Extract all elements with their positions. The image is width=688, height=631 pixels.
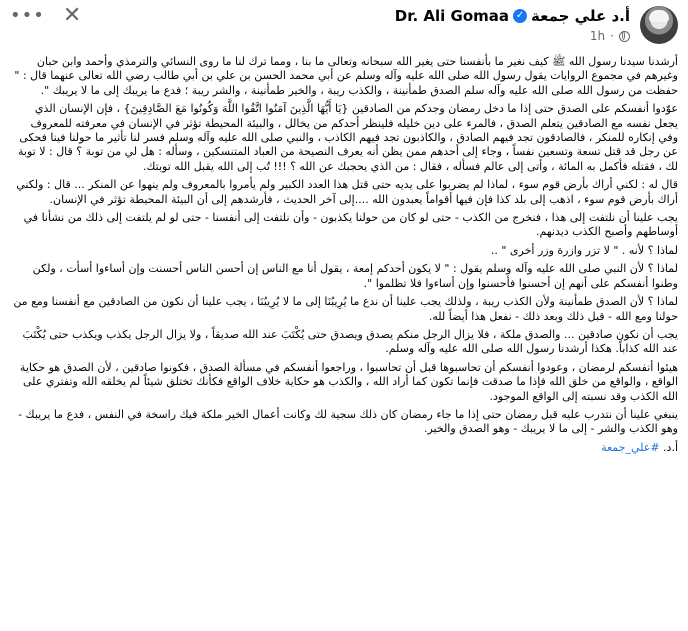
signature — [8, 441, 678, 455]
paragraph: عوّدوا أنفسكم على الصدق حتى إذا ما دخل رمضان وجدكم من الصادقين {يَا أَيُّهَا الَّذِينَ آمَنُوا اتَّقُوا اللَّهَ وَكُونُوا مَعَ الصَّادِقِينَ} ، فإن الإنسان الذي يجعل نفسه مع الصادقين يتعلم الصدق ، فالمرء على دين خليله فلينظر أحدكم من يخالل ، والبيئة المحيطة تؤثر في الإنسان في معرفته للمعروف وفي إنكاره للمنكر ، فالصادقون تجد فيهم الصادق ، والكاذبون تجد فيهم الكاذب ، والنبي صلى الله عليه وآله وسلم فسر لنا تأثير ما حولنا فينا فحكى عن رجل قد قتل تسعة وتسعين نفساً ، وجاء إلى أحدهم ممن يظن أنه يعرف النصيحة من العباد المتنسكين ، وسأله : هل لي من توبة ؟ قال : لا توبة لك ، فقتله فأكمل به المائة ، وأتى إلى عالم فسأله ، فقال : من الذي يحجبك عن الله ؟ !!! تُب إلى الله يقبل الله توبتك. — [18, 102, 678, 173]
paragraph: لماذا ؟ لأن الصدق طمأنينة ولأن الكذب ريبة ، ولذلك يجب علينا أن ندع ما يُرِيبُنَا إلى ما لا يُرِيبُنَا ، يجب علينا أن نكون من الصادقين مع أنفسنا ومع من حولنا ومع الله - قبل ذلك وبعد ذلك - نفعل هذا أيضاً لله. — [13, 295, 678, 323]
signature-prefix: أ.د. — [663, 440, 678, 454]
author-row — [395, 7, 630, 25]
globe-icon[interactable] — [619, 31, 630, 42]
paragraph: لماذا ؟ لأنه . " لا تزر وازرة وزر أخرى " .. — [490, 243, 678, 257]
avatar[interactable] — [640, 6, 678, 44]
separator-dot: · — [610, 29, 614, 43]
author-name-arabic[interactable]: أ.د علي جمعة — [531, 7, 630, 25]
post-header — [0, 0, 688, 50]
close-icon[interactable]: ✕ — [62, 3, 82, 28]
paragraph: أرشدنا سيدنا رسول الله ﷺ كيف نغير ما بأنفسنا حتى يغير الله سبحانه وتعالى ما بنا ، ومما ترك لنا ما روى النسائي والترمذي وأحمد وابن حبان وغيرهم في مجموع الروايات يقول رسول الله صلى الله عليه وآله وسلم عن أبي محمد الحسن بن علي بن أبي طالب رضي الله تعالى عنهما قال : " حفظت من رسول الله صلى الله عليه وآله سلم الصدق طمأنينة ، والكذب ريبة ، والخير طمأنينة ، والشر ريبة ؛ فدع ما يريبك إلى ما لا يريبك ". — [14, 55, 678, 97]
paragraph: لماذا ؟ لأن النبي صلى الله عليه وآله وسلم يقول : " لا يكون أحدكم إمعة ، يقول أنا مع الناس إن أحسن الناس أحسنت وإن أساءوا أسأت ، ولكن وطنوا أنفسكم على أنهم إن أحسنوا فأحسنوا وإن أساءوا فلا تظلموا ". — [32, 262, 678, 290]
header-actions — [10, 3, 82, 28]
post-time[interactable]: 1h — [589, 29, 606, 43]
paragraph: هيئوا أنفسكم لرمضان ، وعودوا أنفسكم أن تحاسبوها قبل أن تحاسبوا ، وراجعوا أنفسكم في مسألة الصدق ، فكونوا صادقين ، لأن الصدق هو حكاية الواقع ، والواقع من خلق الله فإذا ما صدقت فإنما تكون كما أراد الله ، والكذب هو حكاية خلاف الواقع فكأنك تختلق شيئاً لم يخلقه الله وتفتري على الله الكذب وقد نسبته إلى الواقع الموجود. — [19, 360, 678, 403]
paragraph: يجب أن نكون صادقين ... والصدق ملكة ، فلا يزال الرجل منكم يصدق ويصدق حتى يُكْتَبَ عند الله صديقاً ، ولا يزال الرجل يكذب ويكذب حتى يُكْتَبَ عند الله كذاباً. هكذا أرشدنا رسول الله صلى الله عليه وآله وسلم. — [22, 327, 678, 356]
paragraph: يجب علينا أن نلتفت إلى هذا ، فنخرج من الكذب - حتى لو كان من حولنا يكذبون - وأن نلتفت إلى أنفسنا - حتى لو لم يلتفت إلى ذلك من نشأنا في أوساطهم وأصبح الكذب ديدنهم. — [23, 211, 678, 239]
post-meta — [590, 29, 630, 43]
post-body — [8, 55, 678, 459]
paragraph: ينبغي علينا أن نتدرب عليه قبل رمضان حتى إذا ما جاء رمضان كان ذلك سجية لك وكانت أعمال الخير ملكة فيك راسخة في النفس ، فدع ما يريبك - وهو الكذب والشر - إلى ما لا يريبك - وهو الصدق والخير. — [18, 407, 678, 436]
author-name[interactable]: Dr. Ali Gomaa — [394, 7, 510, 25]
more-options-icon[interactable]: ••• — [10, 5, 45, 26]
hashtag-link[interactable]: #علي_جمعة — [601, 440, 660, 454]
verified-badge-icon: ✓ — [513, 9, 527, 23]
paragraph: قال له : لكني أراك بأرض قوم سوء ، لماذا لم يضربوا على يديه حتى قتل هذا العدد الكبير ولم يأمروا بالمعروف ولم ينهوا عن المنكر ... قال : ولكني أراك بأرض قوم سوء ، اذهب إلى بلد كذا فإن فيها أقواماً يعبدون الله ....إلى آخر الحديث ، فأرشدهم إلى أن البيئة المحيطة تؤثر في الإنسان. — [16, 178, 678, 206]
